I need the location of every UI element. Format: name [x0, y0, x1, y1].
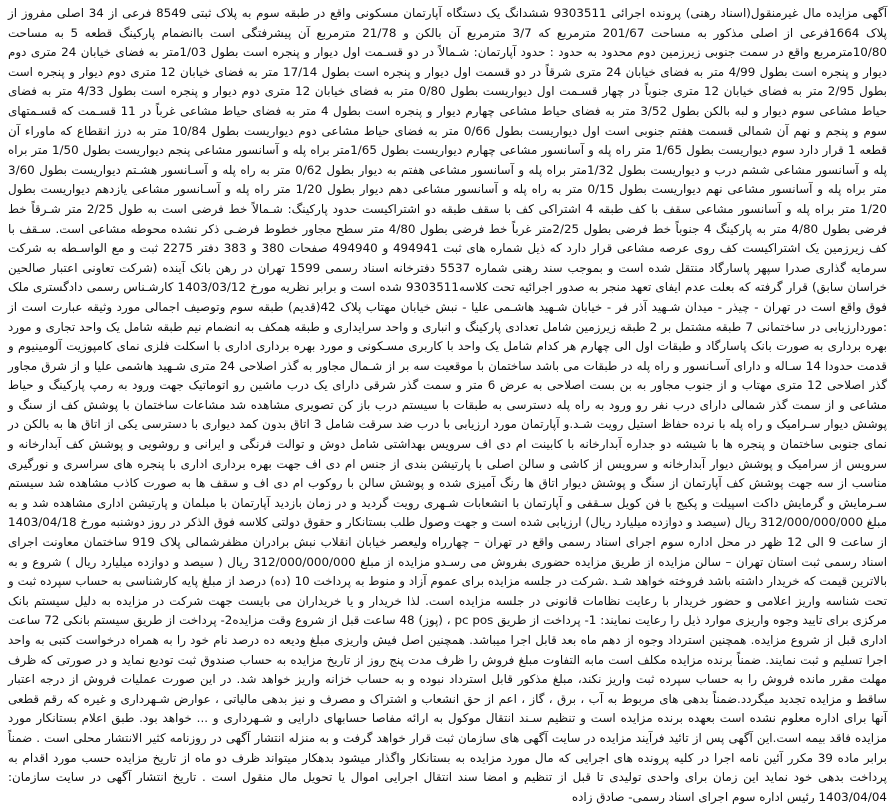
auction-notice-text: آگهی مزایده مال غیرمنقول(اسناد رهنی) پرونده اجرائی 9303511 ششدانگ یک دستگاه آپارتمان مسکونی واقع در طبقه سوم به پلاک ثبتی 8549 فرعی از 34 اصلی مفروز از پلاک 1664فرعی از اصلی مذکور به مساحت 201/67 مترمربع که 3/7 مترمربع آن بالکن و 21/78 مترمربع آن پیشرفتگی است باانضمام پارکینگ قطعه 5 به مساحت 10/80مترمربع واقع در سمت جنوبی زیرزمین دوم محدود به حدود : حدود آپارتمان: شـمالاً در دو قسـمت اول دیوار و پنجره است بطول 1/03متر به فضای خیابان 24 متری دوم دیوار و پنجره است بطول 4/99 متر به فضای خیابان 24 متری شرقاً در دو قسمت اول دیوار و پنجره است بطول 17/14 متر به فضای خیابان 12 متری دوم دیوار و پنجره است بطول 2/95 متر به فضای خیابان 12 متری جنوباً در چهار قسـمت اول دیواریست بطول 0/80 متر به فضای خیابان 12 متری دوم دیوار و پنجره است بطول 4/33 متر به فضای حیاط مشاعی سوم دیوار و لبه بالکن بطول 3/52 متر به فضای حیاط مشاعی چهارم دیوار و پنجره است بطول 4 متر به فضای حیاط مشاعی غرباً در 11 قسـمت که قسـمتهای سوم و پنجم و نهم آن شمالی قسمت هفتم جنوبی است اول دیواریست بطول 0/66 متر به فضای حیاط مشاعی دوم دیواریست بطول 10/84 متر به درز انقطاع که ماوراء آن قطعه 1 قرار دارد سوم دیواریست بطول 1/65 متر راه پله و آسانسور مشاعی چهارم دیواریست بطول 1/65متر براه پله و آسانسور مشاعی پنجم دیواریست بطول 1/50 متر براه پله و آسانسور مشاعی ششم درب و دیواریست بطول 1/32متر براه پله و آسانسور مشاعی هفتم به دیوار بطول 0/62 متر به راه پله و آسـانسور هشـتم دیواریست بطول 3/60 متر براه پله و آسانسور مشاعی نهم دیواریست بطول 0/15 متر به راه پله و آسانسور مشاعی دهم دیوار بطول 1/20 متر راه پله و آسـانسور مشاعی یازدهم دیواریست بطول 1/20 متر براه پله و آسانسور مشاعی سقف با کف طبقه 4 اشتراکی کف با سقف طبقه دو اشتراکیست حدود پارکینگ: شـمالاً خط فرضی است به طول 2/25 متر شـرقاً خط فرضی بطول 4/80 متر به پارکینگ 4 جنوباً خط فرضی بطول 2/25متر غرباً خط فرضی بطول 4/80 متر سطح مجاور خطوط فرضـی ذکر نشده محوطه مشاعی است. سـقف با کف زیرزمین یک اشتراکیست کف روی عرصه مشاعی قرار دارد که ذیل شماره های ثبت 494941 و 494940 صفحات 380 و 383 دفتر 2275 ثبت و مع الواسـطه به شرکت سرمایه گذاری صدرا سپهر پاسارگاد منتقل شده است و بموجب سند رهنی شماره 5537 دفترخانه اسناد رسمی 1599 تهران در رهن بانک آینده (شرکت تعاونی اعتبار صالحین خراسان سابق) قرار گرفته که بعلت عدم ایفای تعهد منجر به صدور اجرائیه تحت کلاسه9303511 شده است و برابر نظریه مورخ 1403/03/12 کارشـناس رسمی دادگستری ملک فوق واقع است در تهران - چیذر - میدان شـهید آذر فر - خیابان شـهید هاشـمی علیا - نبش خیابان مهتاب پلاک 42(قدیم) طبقه سوم وتوصیف اجمالی مورد وثیقه عبارت است از :موردارزیابی در ساختمانی 7 طبقه مشتمل بر 2 طبقه زیرزمین شامل تعدادی پارکینگ و انباری و واحد سرایداری و طبقه همکف به انضمام نیم طبقه شامل یک واحد تجاری و مورد بهره برداری به صورت بانک پاسارگاد و طبقات اول الی چهارم هر کدام شامل یک واحد با کاربری مسـکونی و مورد بهره برداری اداری با اسکلت فلزی نمای کامپوزیت آلومینیوم و قدمت حدودا 14 سـاله و دارای آسـانسور و راه پله در طبقات می باشد ساختمان با موقعیت سه بر از شـمال مجاور به گذر اصلاحی 24 متری شـهید هاشمی علیا و از شرق مجاور گذر اصلاحی 12 متری مهتاب و از جنوب مجاور به بن بست اصلاحی به عرض 6 متر و سمت گذر شرقی دارای یک درب ماشین رو اتوماتیک جهت ورود به رمپ پارکینگ و حیاط مشاعی و از سمت گذر شمالی دارای درب نفر رو ورود به راه پله دسترسی به طبقات با سیستم درب باز کن تصویری مشاهده شد مشاعات ساختمان با پوشش کف از سنگ و پوشش دیوار سـرامیک و راه پله با نرده حفاظ استیل رویت شـد.و آپارتمان مورد ارزیابی با درب ضد سرقت شامل 3 اتاق بدون کمد دیواری با دسترسی یکی از اتاق ها به بالکن در نمای جنوبی ساختمان و پنجره ها با شیشه دو جداره آبدارخانه با کابینت ام دی اف سرویس بهداشتی شامل دوش و توالت فرنگی و ایرانی و روشویی و پوشش کف آبدارخانه و سرویس از سرامیک و پوشش دیوار آبدارخانه و سرویس از کاشی و سالن اصلی با پارتیشن بندی از جنس ام دی اف جهت بهره برداری اداری با پنجره های سراسری و نورگیری مناسب از سه جهت پوشش کف آپارتمان از سنگ و پوشش دیوار اتاق ها رنگ آمیزی شده و پوشش سالن با روکوب ام دی اف و سقف ها به صورت کاذب مشاهده شد سیستم سـرمایش و گرمایش داکت اسپیلت و پکیج با فن کویل سـقفی و آپارتمان با انشعابات شـهری رویت گردید و در زمان بازدید آپارتمان با مبلمان و پارتیشن اداری مشاهده شد و به مبلغ 312/000/000/000 ریال (سیصد و دوازده میلیارد ریال) ارزیابی شده است و جهت وصول طلب بستانکار و حقوق دولتی کلاسه فوق الذکر در روز دوشنبه مورخ 1403/04/18 از ساعت 9 الی 12 ظهر در محل اداره سوم اجرای اسناد رسمی واقع در تهران – چهارراه ولیعصر خیابان انقلاب نبش برادران مظفرشمالی پلاک 919 ساختمان معاونت اجرای اسناد رسمی ثبت استان تهران – سالن مزایده از طریق مزایده حضوری بفروش می رسـدو مزایده از مبلغ 312/000/000/000 ریال ( سیصد و دوازده میلیارد ریال ) شروع و به بالاترین قیمت که خریدار داشته باشد فروخته خواهد شـد .شرکت در جلسه مزایده برای عموم آزاد و منوط به پرداخت 10 (ده) درصد از مبلغ پایه کارشناسی به حساب سپرده ثبت و تحت شناسه واریز اعلامی و حضور خریدار با رعایت نظامات قانونی در جلسه مزایده است. لذا خریدار و یا خریداران می بایست جهت شرکت در مزایده به دلیل سیستم بانک مرکزی برای تایید وجوه واریزی موارد ذیل را رعایت نمایند: 1- پرداخت از طریق pc pos ، (پوز) 48 ساعت قبل از شروع وقت مزایده2- پرداخت از طریق سیستم بانکی 72 ساعت اداری قبل از شروع مزایده. همچنین استرداد وجوه از دهم ماه بعد قابل اجرا میباشد. همچنین اصل فیش واریزی مبلغ ودیعه ده درصد نام خود را به همراه درخواست کتبی به واحد اجرا تسلیم و ثبت نمایند. ضمناً برنده مزایده مکلف است مابه التفاوت مبلغ فروش را ظرف مدت پنج روز از تاریخ مزایده به حساب صندوق ثبت تودیع نماید و در صورتی که ظرف مهلت مقرر مانده فروش را به حساب سپرده ثبت واریز نکند، مبلغ مذکور قابل استرداد نبوده و به حساب خزانه واریز خواهد شد. در این صورت عملیات فروش از درجه اعتبار ساقط و مزایده تجدید میگردد.ضمناً بدهی های مربوط به آب ، برق ، گاز ، اعم از حق انشعاب و اشتراک و مصرف و نیز بدهی مالیاتی ، عوارض شـهرداری و غیره که رقم قطعی آنها برای اداره معلوم نشده است بعهده برنده مزایده است و تنظیم سـند انتقال موکول به ارائه مفاصا حسابهای دارایی و شـهرداری و ... خواهد بود. طبق اعلام بستانکار مورد مزایده فاقد بیمه است.این آگهی پس از تائید فرآیند مزایده در سایت آگهی های سازمان ثبت قرار خواهد گرفت و به منزله انتشار آگهی در روزنامه کثیر الانتشار محلی است . ضمناً برابر ماده 39 مکرر آئین نامه اجرا در کلیه پرونده های اجرایی که مال مورد مزایده به بستانکار واگذار میشود بدهکار میتواند ظرف دو ماه از تاریخ مزایده حسب مورد اقدام به پرداخت بدهی خود نماید این زمان برای واحدی تولیدی تا قبل از تنظیم و امضا سند انتقال اجرایی اموال یا تحویل مال منقول است . تاریخ انتشار آگهی در سایت سازمان: 1403/04/04 رئیس اداره سوم اجرای اسناد رسمی- صادق زاده	[8, 6, 888, 804]
